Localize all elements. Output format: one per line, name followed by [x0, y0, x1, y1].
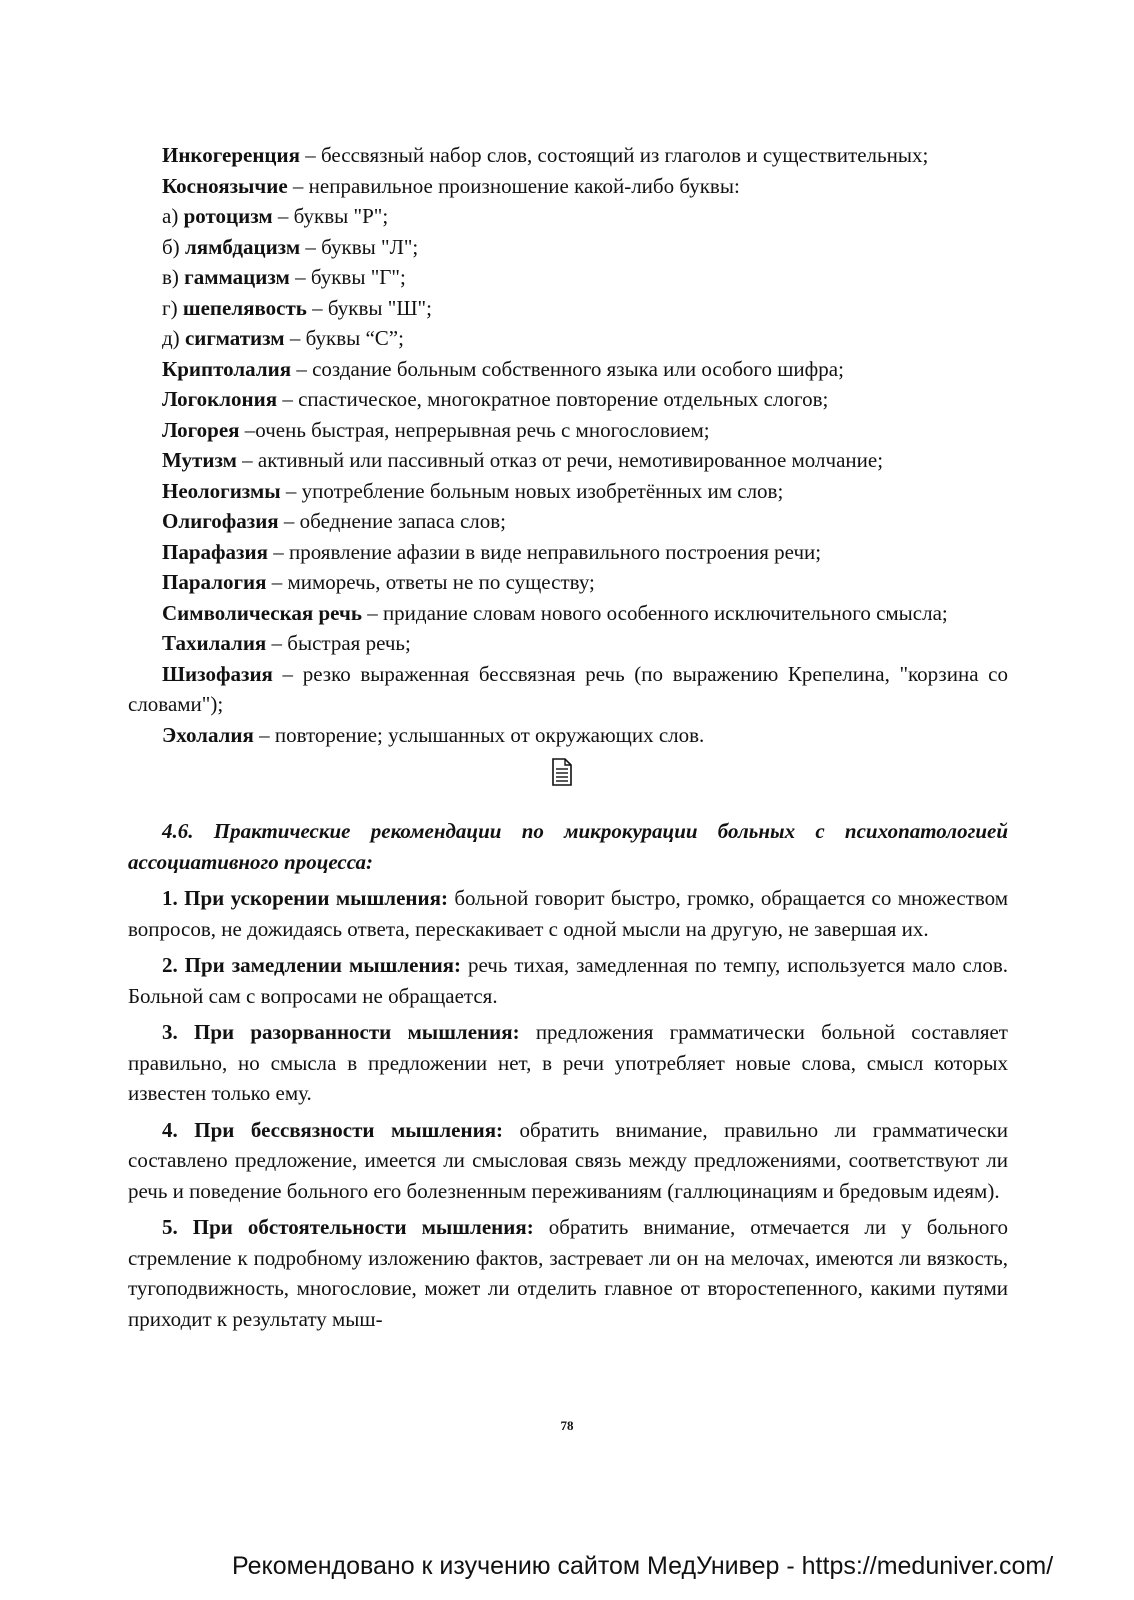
glossary-entry [128, 445, 1008, 476]
glossary-entry [128, 171, 1008, 202]
glossary-definition: – бессвязный набор слов, состоящий из глаголов и существительных; [300, 143, 929, 167]
glossary-term: сигматизм [184, 326, 285, 350]
glossary [128, 140, 1008, 750]
page-number: 78 [560, 1418, 574, 1433]
glossary-subitem [128, 262, 1008, 293]
page-body [128, 140, 1008, 1334]
glossary-subitem [128, 293, 1008, 324]
glossary-definition: – обеднение запаса слов; [278, 509, 507, 533]
subitem-prefix: б) [162, 234, 185, 259]
glossary-term: Тахилалия [162, 631, 267, 655]
glossary-entry [128, 598, 1008, 629]
glossary-definition: – употребление больным новых изобретённых им слов; [280, 478, 784, 503]
recommendation-text: предложения грамматически больной составляет правильно, но смысла в предложении нет, в речи употребляет новые слова, смысл которых известен только ему. [128, 1020, 1008, 1105]
recommendation-term: 3. При разорванности мышления: [162, 1020, 520, 1044]
recommendation-text: речь тихая, замедленная по темпу, используется мало слов. Больной сам с вопросами не обращается. [128, 953, 1008, 1008]
recommendation-text: обратить внимание, отмечается ли у больного стремление к подробному изложению фактов, застревает ли он на мелочах, имеются ли вязкость, тугоподвижность, многословие, может ли отделить главное от второстепенного, какими путями приходит к результату мыш- [128, 1215, 1008, 1331]
glossary-definition: –очень быстрая, непрерывная речь с многословием; [239, 417, 710, 442]
recommendation-term: 2. При замедлении мышления: [162, 953, 462, 977]
glossary-subitem [128, 232, 1008, 263]
glossary-entry [128, 567, 1008, 598]
glossary-term: гаммацизм [184, 265, 290, 289]
document-icon [551, 758, 573, 786]
glossary-entry [128, 476, 1008, 507]
glossary-term: Криптолалия [162, 356, 292, 381]
glossary-term: Косноязычие [162, 173, 288, 198]
recommendation-term: 1. При ускорении мышления: [162, 886, 448, 910]
glossary-definition: – буквы "Р"; [272, 204, 389, 228]
glossary-subitem [128, 323, 1008, 354]
glossary-definition: – спастическое, многократное повторение отдельных слогов; [277, 387, 829, 411]
footer-link-text: Рекомендовано к изучению сайтом МедУнивер - https://meduniver.com/ [232, 1552, 1054, 1580]
glossary-entry [128, 628, 1008, 659]
subitem-prefix: в) [162, 265, 185, 289]
glossary-definition: – быстрая речь; [266, 631, 411, 655]
glossary-term: ротоцизм [183, 204, 273, 228]
recommendation-item [128, 1212, 1008, 1334]
glossary-term: Символическая речь [162, 600, 362, 625]
glossary-definition: – буквы "Ш"; [306, 295, 432, 320]
glossary-term: Логорея [162, 417, 240, 442]
glossary-term: Инкогеренция [162, 143, 300, 167]
recommendation-term: 4. При бессвязности мышления: [162, 1117, 504, 1142]
subitem-prefix: г) [162, 295, 183, 320]
glossary-definition: – активный или пассивный отказ от речи, немотивированное молчание; [236, 448, 884, 472]
glossary-entry [128, 659, 1008, 720]
glossary-definition: – буквы "Г"; [289, 265, 406, 289]
glossary-term: Олигофазия [162, 509, 279, 533]
glossary-definition: – буквы "Л"; [300, 234, 419, 259]
glossary-entry [128, 415, 1008, 446]
recommendations [128, 883, 1008, 1334]
recommendation-text: больной говорит быстро, громко, обращается со множеством вопросов, не дожидаясь ответа, перескакивает с одной мысли на другую, не завершая их. [128, 886, 1008, 941]
recommendation-item [128, 883, 1008, 944]
recommendation-item [128, 1115, 1008, 1207]
glossary-term: Шизофазия [162, 661, 273, 686]
recommendation-item [128, 950, 1008, 1011]
glossary-entry [128, 384, 1008, 415]
recommendation-text: обратить внимание, правильно ли грамматически составлено предложение, имеется ли смысловая связь между предложениями, соответствуют ли речь и поведение больного его болезненным переживаниям (галлюцинациям и бредовым идеям). [128, 1117, 1008, 1203]
glossary-term: лямбдацизм [184, 234, 301, 259]
glossary-definition: – миморечь, ответы не по существу; [266, 570, 595, 594]
glossary-subitem [128, 201, 1008, 232]
glossary-definition: – резко выраженная бессвязная речь (по выражению Крепелина, "корзина со словами"); [128, 661, 1008, 716]
glossary-entry [128, 140, 1008, 171]
glossary-term: Эхолалия [162, 722, 254, 747]
glossary-definition: – неправильное произношение какой-либо буквы: [287, 173, 740, 198]
glossary-definition: – повторение; услышанных от окружающих слов. [253, 722, 705, 747]
glossary-term: Парафазия [162, 539, 268, 564]
recommendation-item [128, 1017, 1008, 1109]
glossary-entry [128, 354, 1008, 385]
glossary-term: Мутизм [162, 448, 237, 472]
glossary-entry [128, 537, 1008, 568]
section-heading: 4.6. Практические рекомендации по микрокурации больных с психопатологией ассоциативного процесса: [128, 819, 1008, 874]
subitem-prefix: д) [162, 326, 185, 350]
glossary-term: Неологизмы [162, 478, 281, 503]
glossary-entry [128, 506, 1008, 537]
glossary-term: шепелявость [182, 295, 307, 320]
subitem-prefix: а) [162, 204, 184, 228]
glossary-definition: – буквы “С”; [284, 326, 404, 350]
glossary-term: Логоклония [162, 387, 278, 411]
glossary-definition: – создание больным собственного языка или особого шифра; [291, 356, 844, 381]
glossary-entry [128, 720, 1008, 751]
glossary-definition: – проявление афазии в виде неправильного построения речи; [267, 539, 822, 564]
glossary-definition: – придание словам нового особенного исключительного смысла; [361, 600, 948, 625]
recommendation-term: 5. При обстоятельности мышления: [162, 1215, 534, 1239]
glossary-term: Паралогия [162, 570, 267, 594]
